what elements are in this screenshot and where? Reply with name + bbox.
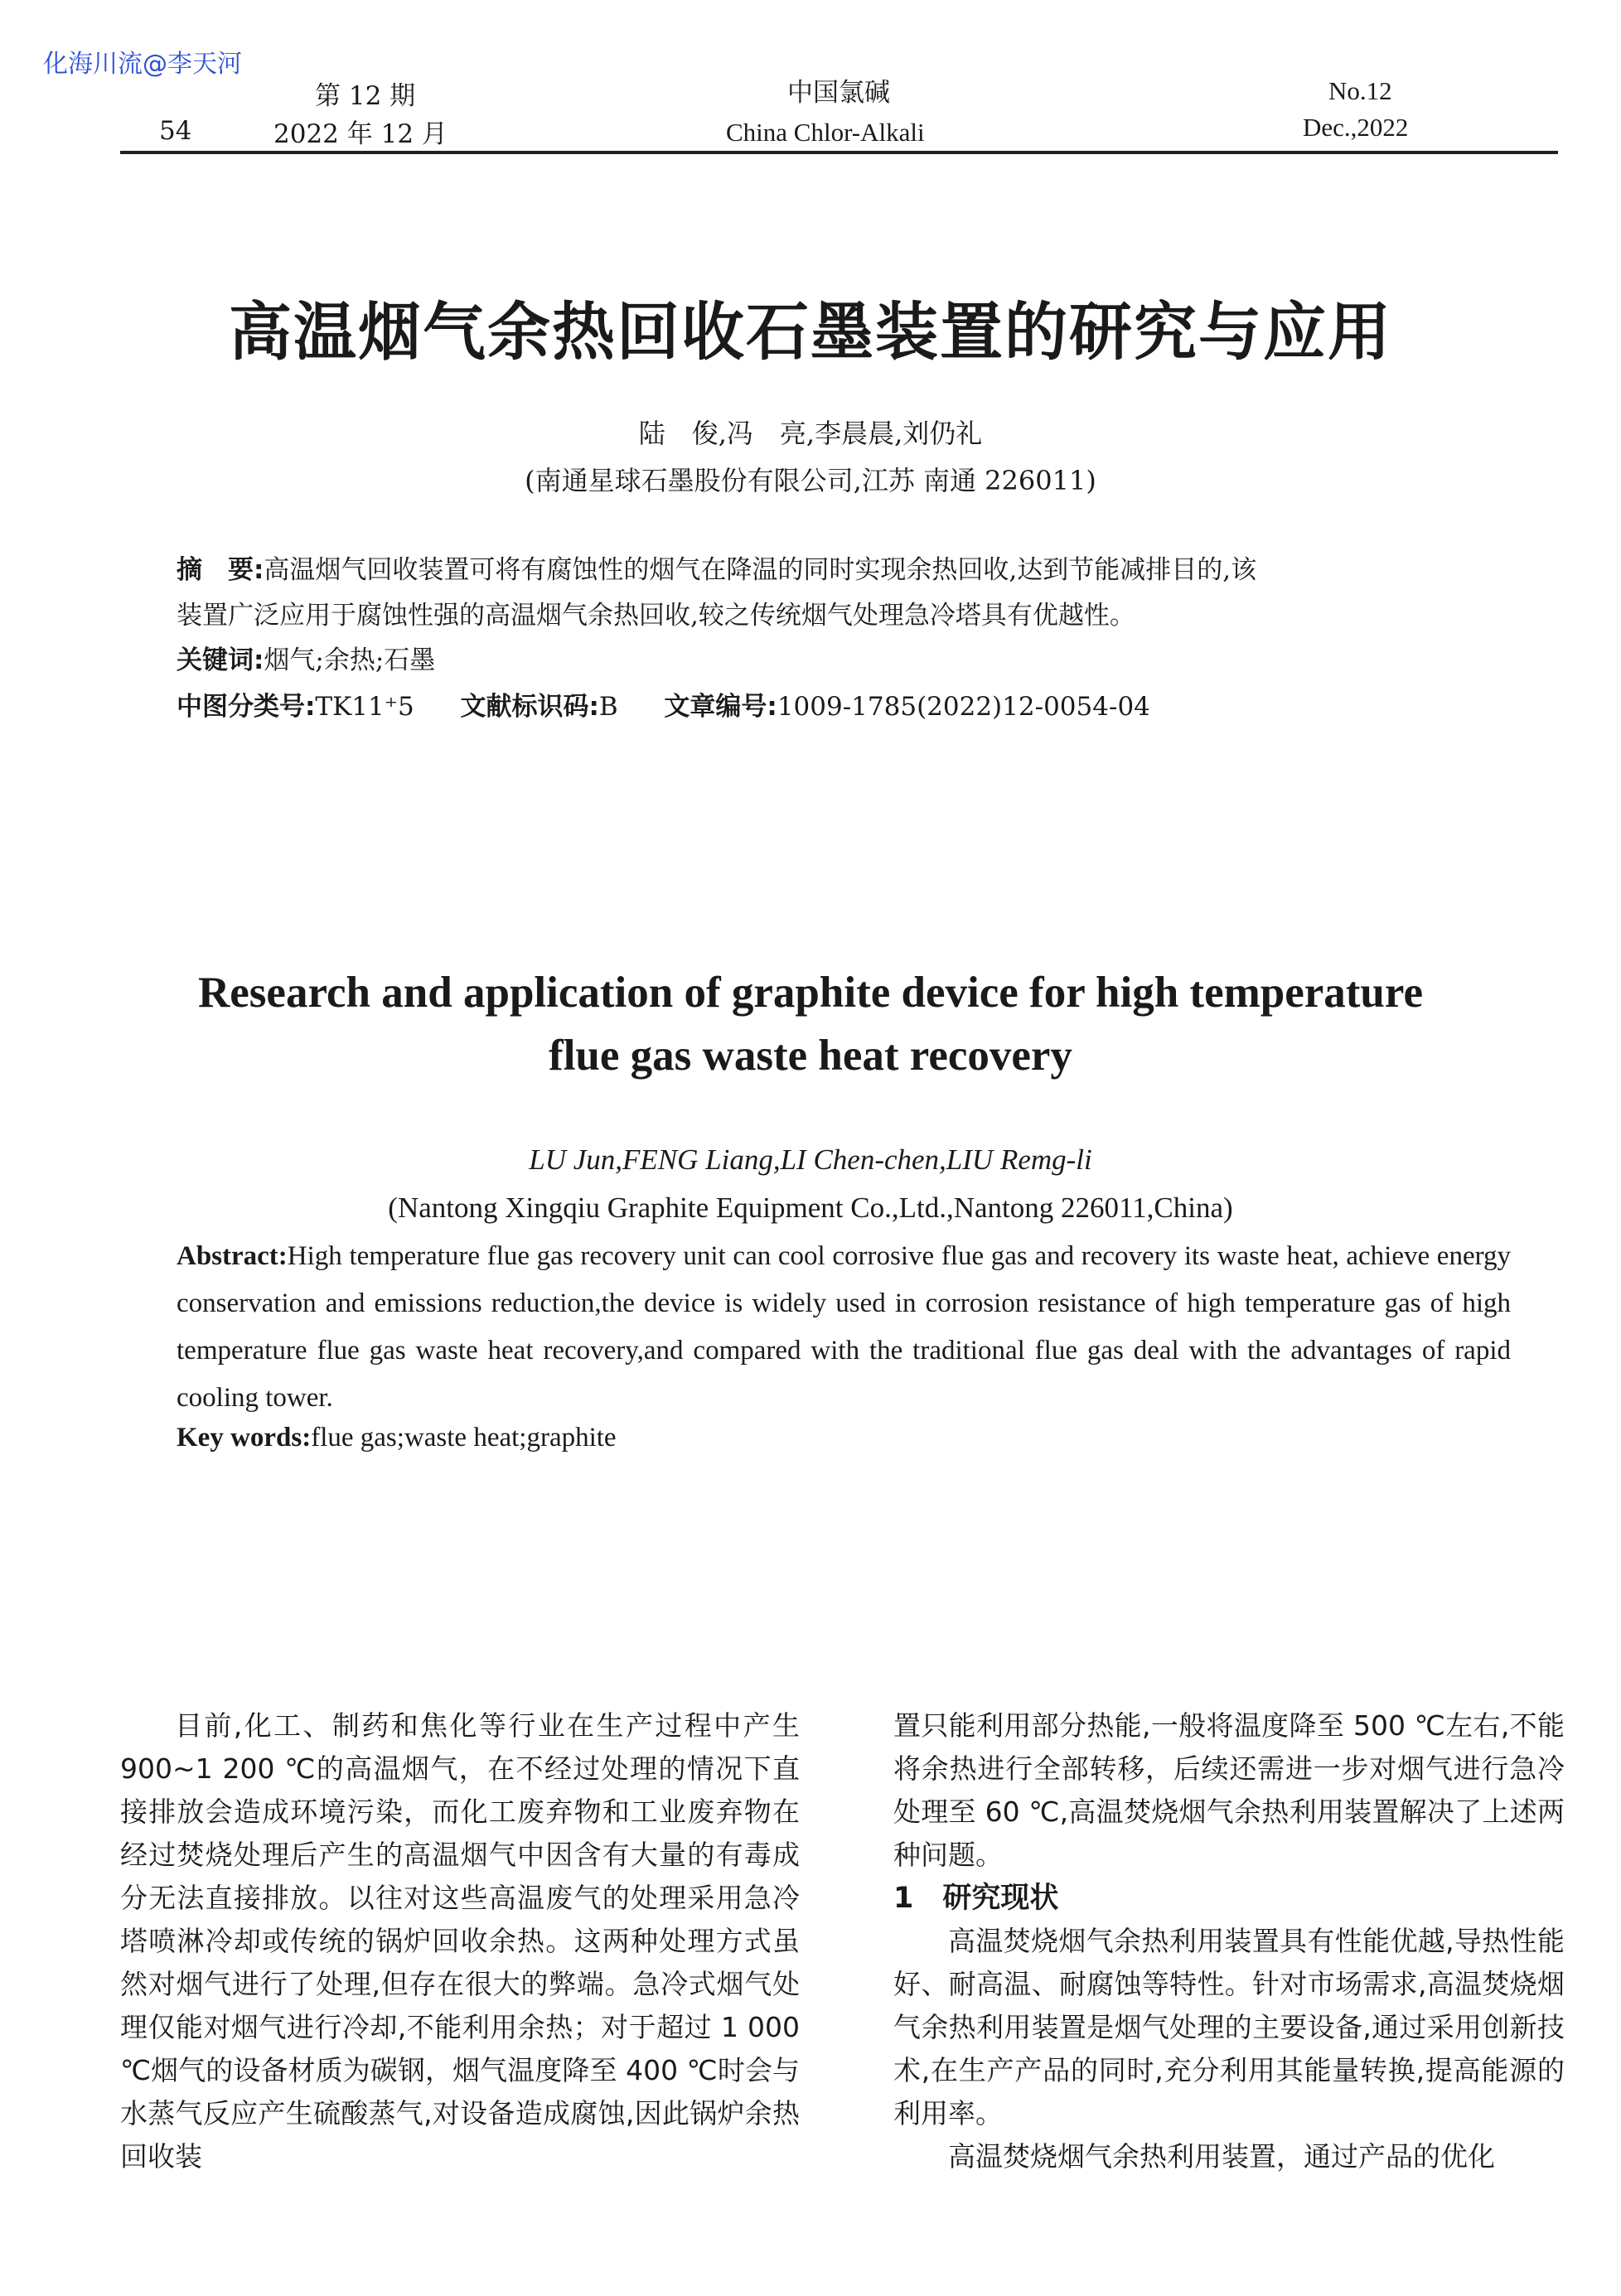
authors-en: LU Jun,FENG Liang,LI Chen-chen,LIU Remg-li: [529, 1143, 1092, 1176]
clc-value: TK11⁺5: [315, 692, 414, 722]
authors-cn: 陆 俊,冯 亮,李晨晨,刘仍礼: [638, 418, 983, 449]
keywords-en-label: Key words:: [177, 1423, 312, 1453]
keywords-cn-label: 关键词:: [177, 645, 264, 675]
issue-cn: 第 12 期: [315, 81, 416, 111]
page-number: 54: [159, 116, 192, 146]
page-title-cn: 高温烟气余热回收石墨装置的研究与应用: [229, 295, 1392, 369]
affiliation-en: (Nantong Xingqiu Graphite Equipment Co.,Ltd.,Nantong 226011,China): [388, 1192, 1233, 1224]
body-paragraph: 高温焚烧烟气余热利用装置具有性能优越,导热性能好、耐高温、耐腐蚀等特性。针对市场需求,高温焚烧烟气余热利用装置是烟气处理的主要设备,通过采用创新技术,在生产产品的同时,充分利用其能量转换,提高能源的利用率。: [893, 1925, 1565, 2129]
classification-line: [177, 685, 1519, 723]
body-right-column: [893, 1704, 1565, 2178]
article-number-value: 1009-1785(2022)12-0054-04: [777, 692, 1150, 722]
abstract-cn-text1: 高温烟气回收装置可将有腐蚀性的烟气在降温的同时实现余热回收,达到节能减排目的,该: [264, 555, 1257, 585]
header-rule: [120, 151, 1558, 154]
affiliation-cn: (南通星球石墨股份有限公司,江苏 南通 226011): [525, 465, 1096, 496]
journal-name-cn: 中国氯碱: [787, 78, 890, 108]
body-paragraph: 高温焚烧烟气余热利用装置，通过产品的优化: [948, 2140, 1495, 2173]
watermark: 化海川流@李天河: [43, 50, 242, 79]
article-number-label: 文章编号:: [664, 692, 777, 722]
journal-name-en: China Chlor-Alkali: [726, 118, 925, 147]
clc-label: 中图分类号:: [177, 692, 316, 722]
date-cn: 2022 年 12 月: [273, 119, 448, 149]
keywords-cn-text: 烟气;余热;石墨: [264, 645, 436, 675]
body-paragraph: 置只能利用部分热能,一般将温度降至 500 ℃左右,不能将余热进行全部转移，后续还需进一步对烟气进行急冷处理至 60 ℃,高温焚烧烟气余热利用装置解决了上述两种问题。: [893, 1709, 1565, 1871]
body-paragraph: 目前,化工、制药和焦化等行业在生产过程中产生 900~1 200 ℃的高温烟气，在不经过处理的情况下直接排放会造成环境污染，而化工废弃物和工业废弃物在经过焚烧处理后产生的高温烟气中因含有大量的有毒成分无法直接排放。以往对这些高温废气的处理采用急冷塔喷淋冷却或传统的锅炉回收余热。这两种处理方式虽然对烟气进行了处理,但存在很大的弊端。急冷式烟气处理仅能对烟气进行冷却,不能利用余热；对于超过 1 000 ℃烟气的设备材质为碳钢，烟气温度降至 400 ℃时会与水蒸气反应产生硫酸蒸气,对设备造成腐蚀,因此锅炉余热回收装: [120, 1709, 800, 2173]
doc-code-value: B: [598, 692, 618, 722]
doc-code-label: 文献标识码:: [460, 692, 599, 722]
abstract-cn-line2: 装置广泛应用于腐蚀性强的高温烟气余热回收,较之传统烟气处理急冷塔具有优越性。: [177, 601, 1135, 631]
abstract-en-text: High temperature flue gas recovery unit can cool corrosive flue gas and recovery its waste heat, achieve energy conservation and emissions reduction,the device is widely used in corrosion resistance of high temperature gas of high temperature flue gas waste heat recovery,and compared with the traditional flue gas deal with the advantages of rapid cooling tower.: [177, 1241, 1511, 1413]
abstract-cn-line1: [177, 549, 1519, 586]
keywords-en: [177, 1423, 617, 1453]
date-en: Dec.,2022: [1303, 113, 1409, 142]
body-left-column: [120, 1704, 800, 2178]
section-heading: 1 研究现状: [893, 1882, 1059, 1915]
page-title-en: [0, 961, 1621, 1087]
abstract-cn-label: 摘 要:: [177, 555, 264, 585]
abstract-en-label: Abstract:: [177, 1241, 288, 1271]
keywords-en-text: flue gas;waste heat;graphite: [311, 1423, 617, 1453]
abstract-en: [177, 1233, 1511, 1422]
title-en-line2: flue gas waste heat recovery: [549, 1032, 1072, 1080]
title-en-line1: Research and application of graphite device for high temperature: [198, 969, 1423, 1017]
keywords-cn: [177, 639, 1519, 676]
issue-en: No.12: [1328, 76, 1392, 105]
